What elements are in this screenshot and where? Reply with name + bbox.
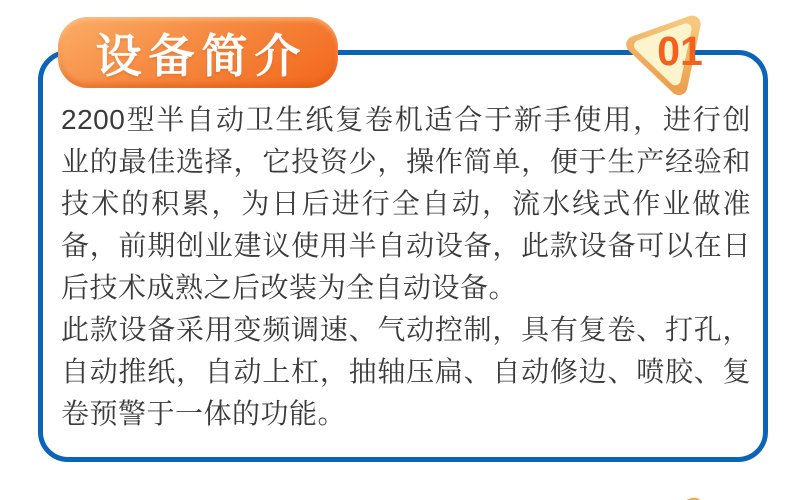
body-text xyxy=(61,99,751,435)
rounded-triangle-icon xyxy=(612,483,722,500)
section-title: 设备简介 xyxy=(95,29,308,82)
section-number: 01 xyxy=(657,28,703,74)
section-title-badge xyxy=(58,17,338,88)
next-section-badge-partial xyxy=(612,483,722,500)
section-number-badge xyxy=(610,1,720,101)
paragraph-2: 此款设备采用变频调速、气动控制，具有复卷、打孔，自动推纸，自动上杠，抽轴压扁、自动修边、喷胶、复卷预警于一体的功能。 xyxy=(61,314,751,429)
content-box xyxy=(38,50,768,462)
paragraph-1: 2200型半自动卫生纸复卷机适合于新手使用，进行创业的最佳选择，它投资少，操作简单，便于生产经验和技术的积累，为日后进行全自动，流水线式作业做准备，前期创业建议使用半自动设备，此款设备可以在日后技术成熟之后改装为全自动设备。 xyxy=(61,104,751,303)
